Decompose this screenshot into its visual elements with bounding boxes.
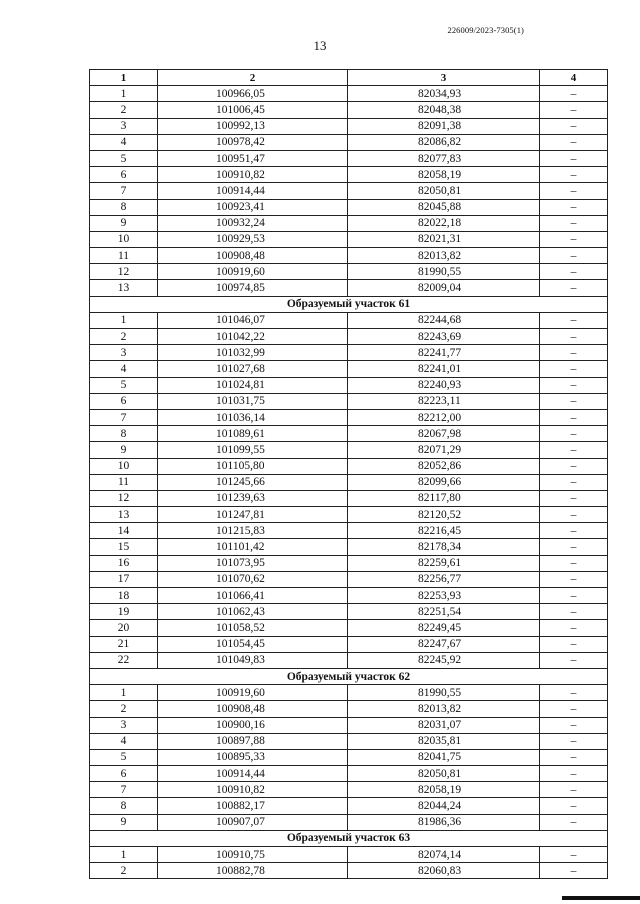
note-cell: – — [540, 167, 608, 183]
note-cell: – — [540, 102, 608, 118]
point-number-cell: 5 — [90, 150, 158, 166]
y-coordinate-cell: 82178,34 — [348, 539, 540, 555]
y-coordinate-cell: 82035,81 — [348, 733, 540, 749]
x-coordinate-cell: 100910,82 — [158, 167, 348, 183]
x-coordinate-cell: 101073,95 — [158, 555, 348, 571]
note-cell: – — [540, 426, 608, 442]
x-coordinate-cell: 100914,44 — [158, 183, 348, 199]
point-number-cell: 3 — [90, 717, 158, 733]
point-number-cell: 15 — [90, 539, 158, 555]
note-cell: – — [540, 329, 608, 345]
table-row — [90, 571, 608, 587]
table-row — [90, 539, 608, 555]
y-coordinate-cell: 82245,92 — [348, 652, 540, 668]
note-cell: – — [540, 248, 608, 264]
point-number-cell: 22 — [90, 652, 158, 668]
x-coordinate-cell: 100914,44 — [158, 766, 348, 782]
table-row — [90, 264, 608, 280]
y-coordinate-cell: 81990,55 — [348, 685, 540, 701]
x-coordinate-cell: 101032,99 — [158, 345, 348, 361]
y-coordinate-cell: 82216,45 — [348, 523, 540, 539]
x-coordinate-cell: 101066,41 — [158, 588, 348, 604]
x-coordinate-cell: 101247,81 — [158, 507, 348, 523]
y-coordinate-cell: 82034,93 — [348, 86, 540, 102]
note-cell: – — [540, 183, 608, 199]
y-coordinate-cell: 82077,83 — [348, 150, 540, 166]
point-number-cell: 8 — [90, 798, 158, 814]
point-number-cell: 14 — [90, 523, 158, 539]
y-coordinate-cell: 82212,00 — [348, 409, 540, 425]
table-row — [90, 555, 608, 571]
point-number-cell: 17 — [90, 571, 158, 587]
table-row — [90, 717, 608, 733]
note-cell: – — [540, 766, 608, 782]
note-cell: – — [540, 539, 608, 555]
section-title: Образуемый участок 62 — [90, 668, 608, 684]
x-coordinate-cell: 101024,81 — [158, 377, 348, 393]
x-coordinate-cell: 101042,22 — [158, 329, 348, 345]
note-cell: – — [540, 377, 608, 393]
note-cell: – — [540, 199, 608, 215]
y-coordinate-cell: 82050,81 — [348, 183, 540, 199]
table-row — [90, 248, 608, 264]
coordinates-table — [89, 69, 608, 879]
x-coordinate-cell: 100923,41 — [158, 199, 348, 215]
x-coordinate-cell: 100908,48 — [158, 701, 348, 717]
point-number-cell: 10 — [90, 231, 158, 247]
table-row — [90, 604, 608, 620]
x-coordinate-cell: 100910,75 — [158, 847, 348, 863]
point-number-cell: 7 — [90, 409, 158, 425]
note-cell: – — [540, 345, 608, 361]
section-title: Образуемый участок 63 — [90, 830, 608, 846]
point-number-cell: 2 — [90, 329, 158, 345]
table-row — [90, 183, 608, 199]
note-cell: – — [540, 442, 608, 458]
table-row — [90, 652, 608, 668]
table-row — [90, 442, 608, 458]
point-number-cell: 2 — [90, 102, 158, 118]
x-coordinate-cell: 101046,07 — [158, 312, 348, 328]
table-row — [90, 377, 608, 393]
table-row — [90, 86, 608, 102]
x-coordinate-cell: 100907,07 — [158, 814, 348, 830]
point-number-cell: 18 — [90, 588, 158, 604]
x-coordinate-cell: 101049,83 — [158, 652, 348, 668]
note-cell: – — [540, 847, 608, 863]
table-row — [90, 150, 608, 166]
y-coordinate-cell: 82244,68 — [348, 312, 540, 328]
note-cell: – — [540, 312, 608, 328]
x-coordinate-cell: 101105,80 — [158, 458, 348, 474]
y-coordinate-cell: 82022,18 — [348, 215, 540, 231]
x-coordinate-cell: 101245,66 — [158, 474, 348, 490]
point-number-cell: 6 — [90, 766, 158, 782]
y-coordinate-cell: 82074,14 — [348, 847, 540, 863]
point-number-cell: 1 — [90, 312, 158, 328]
note-cell: – — [540, 636, 608, 652]
y-coordinate-cell: 82009,04 — [348, 280, 540, 296]
table-row — [90, 167, 608, 183]
y-coordinate-cell: 81986,36 — [348, 814, 540, 830]
x-coordinate-cell: 100882,17 — [158, 798, 348, 814]
point-number-cell: 13 — [90, 507, 158, 523]
y-coordinate-cell: 82067,98 — [348, 426, 540, 442]
y-coordinate-cell: 82247,67 — [348, 636, 540, 652]
point-number-cell: 9 — [90, 215, 158, 231]
point-number-cell: 20 — [90, 620, 158, 636]
x-coordinate-cell: 100974,85 — [158, 280, 348, 296]
y-coordinate-cell: 82044,24 — [348, 798, 540, 814]
point-number-cell: 6 — [90, 167, 158, 183]
note-cell: – — [540, 685, 608, 701]
y-coordinate-cell: 82091,38 — [348, 118, 540, 134]
point-number-cell: 1 — [90, 847, 158, 863]
section-header-row — [90, 296, 608, 312]
table-row — [90, 215, 608, 231]
x-coordinate-cell: 100908,48 — [158, 248, 348, 264]
x-coordinate-cell: 100951,47 — [158, 150, 348, 166]
table-row — [90, 798, 608, 814]
x-coordinate-cell: 101070,62 — [158, 571, 348, 587]
x-coordinate-cell: 101058,52 — [158, 620, 348, 636]
section-header-row — [90, 830, 608, 846]
note-cell: – — [540, 863, 608, 879]
y-coordinate-cell: 82031,07 — [348, 717, 540, 733]
x-coordinate-cell: 101101,42 — [158, 539, 348, 555]
note-cell: – — [540, 782, 608, 798]
point-number-cell: 3 — [90, 345, 158, 361]
note-cell: – — [540, 280, 608, 296]
note-cell: – — [540, 717, 608, 733]
note-cell: – — [540, 134, 608, 150]
note-cell: – — [540, 604, 608, 620]
y-coordinate-cell: 82071,29 — [348, 442, 540, 458]
table-row — [90, 426, 608, 442]
note-cell: – — [540, 474, 608, 490]
x-coordinate-cell: 101006,45 — [158, 102, 348, 118]
point-number-cell: 9 — [90, 814, 158, 830]
note-cell: – — [540, 620, 608, 636]
table-row — [90, 102, 608, 118]
point-number-cell: 21 — [90, 636, 158, 652]
x-coordinate-cell: 100919,60 — [158, 685, 348, 701]
x-coordinate-cell: 100966,05 — [158, 86, 348, 102]
point-number-cell: 2 — [90, 863, 158, 879]
y-coordinate-cell: 82058,19 — [348, 782, 540, 798]
table-row — [90, 490, 608, 506]
note-cell: – — [540, 86, 608, 102]
table-row — [90, 636, 608, 652]
note-cell: – — [540, 264, 608, 280]
x-coordinate-cell: 100932,24 — [158, 215, 348, 231]
note-cell: – — [540, 701, 608, 717]
note-cell: – — [540, 798, 608, 814]
x-coordinate-cell: 101215,83 — [158, 523, 348, 539]
y-coordinate-cell: 82050,81 — [348, 766, 540, 782]
table-row — [90, 409, 608, 425]
point-number-cell: 2 — [90, 701, 158, 717]
y-coordinate-cell: 82259,61 — [348, 555, 540, 571]
x-coordinate-cell: 101089,61 — [158, 426, 348, 442]
y-coordinate-cell: 82249,45 — [348, 620, 540, 636]
table-row — [90, 733, 608, 749]
note-cell: – — [540, 814, 608, 830]
x-coordinate-cell: 100978,42 — [158, 134, 348, 150]
y-coordinate-cell: 82243,69 — [348, 329, 540, 345]
table-row — [90, 814, 608, 830]
table-row — [90, 620, 608, 636]
note-cell: – — [540, 458, 608, 474]
note-cell: – — [540, 150, 608, 166]
table-row — [90, 312, 608, 328]
table-row — [90, 231, 608, 247]
point-number-cell: 8 — [90, 426, 158, 442]
y-coordinate-cell: 82013,82 — [348, 248, 540, 264]
table-row — [90, 863, 608, 879]
point-number-cell: 19 — [90, 604, 158, 620]
y-coordinate-cell: 82253,93 — [348, 588, 540, 604]
table-header-row — [90, 70, 608, 86]
y-coordinate-cell: 82086,82 — [348, 134, 540, 150]
point-number-cell: 5 — [90, 749, 158, 765]
y-coordinate-cell: 82240,93 — [348, 377, 540, 393]
y-coordinate-cell: 82099,66 — [348, 474, 540, 490]
point-number-cell: 12 — [90, 490, 158, 506]
point-number-cell: 9 — [90, 442, 158, 458]
point-number-cell: 4 — [90, 361, 158, 377]
point-number-cell: 7 — [90, 183, 158, 199]
table-row — [90, 507, 608, 523]
table-row — [90, 199, 608, 215]
column-header-3: 3 — [348, 70, 540, 86]
x-coordinate-cell: 101239,63 — [158, 490, 348, 506]
x-coordinate-cell: 101031,75 — [158, 393, 348, 409]
note-cell: – — [540, 571, 608, 587]
point-number-cell: 4 — [90, 733, 158, 749]
y-coordinate-cell: 82013,82 — [348, 701, 540, 717]
table-row — [90, 749, 608, 765]
table-row — [90, 685, 608, 701]
point-number-cell: 4 — [90, 134, 158, 150]
edge-scan-mark — [562, 896, 640, 900]
point-number-cell: 6 — [90, 393, 158, 409]
point-number-cell: 12 — [90, 264, 158, 280]
table-row — [90, 329, 608, 345]
table-row — [90, 134, 608, 150]
table-body — [90, 86, 608, 879]
note-cell: – — [540, 749, 608, 765]
x-coordinate-cell: 100910,82 — [158, 782, 348, 798]
column-header-4: 4 — [540, 70, 608, 86]
section-title: Образуемый участок 61 — [90, 296, 608, 312]
point-number-cell: 7 — [90, 782, 158, 798]
x-coordinate-cell: 100882,78 — [158, 863, 348, 879]
table-row — [90, 361, 608, 377]
point-number-cell: 13 — [90, 280, 158, 296]
y-coordinate-cell: 82117,80 — [348, 490, 540, 506]
y-coordinate-cell: 82256,77 — [348, 571, 540, 587]
y-coordinate-cell: 82048,38 — [348, 102, 540, 118]
table-row — [90, 345, 608, 361]
section-header-row — [90, 668, 608, 684]
point-number-cell: 8 — [90, 199, 158, 215]
table-row — [90, 474, 608, 490]
point-number-cell: 5 — [90, 377, 158, 393]
point-number-cell: 1 — [90, 685, 158, 701]
x-coordinate-cell: 101099,55 — [158, 442, 348, 458]
y-coordinate-cell: 82223,11 — [348, 393, 540, 409]
table-row — [90, 588, 608, 604]
point-number-cell: 10 — [90, 458, 158, 474]
note-cell: – — [540, 231, 608, 247]
column-header-2: 2 — [158, 70, 348, 86]
note-cell: – — [540, 507, 608, 523]
table-row — [90, 280, 608, 296]
note-cell: – — [540, 588, 608, 604]
y-coordinate-cell: 81990,55 — [348, 264, 540, 280]
page-number: 13 — [313, 38, 327, 53]
table-row — [90, 766, 608, 782]
note-cell: – — [540, 409, 608, 425]
x-coordinate-cell: 100895,33 — [158, 749, 348, 765]
note-cell: – — [540, 215, 608, 231]
y-coordinate-cell: 82052,86 — [348, 458, 540, 474]
y-coordinate-cell: 82241,01 — [348, 361, 540, 377]
note-cell: – — [540, 393, 608, 409]
y-coordinate-cell: 82120,52 — [348, 507, 540, 523]
table-row — [90, 782, 608, 798]
x-coordinate-cell: 100900,16 — [158, 717, 348, 733]
point-number-cell: 1 — [90, 86, 158, 102]
note-cell: – — [540, 118, 608, 134]
table-row — [90, 393, 608, 409]
table-row — [90, 847, 608, 863]
x-coordinate-cell: 100929,53 — [158, 231, 348, 247]
x-coordinate-cell: 101027,68 — [158, 361, 348, 377]
note-cell: – — [540, 523, 608, 539]
y-coordinate-cell: 82021,31 — [348, 231, 540, 247]
column-header-1: 1 — [90, 70, 158, 86]
x-coordinate-cell: 101062,43 — [158, 604, 348, 620]
y-coordinate-cell: 82045,88 — [348, 199, 540, 215]
x-coordinate-cell: 100897,88 — [158, 733, 348, 749]
x-coordinate-cell: 100992,13 — [158, 118, 348, 134]
table-row — [90, 523, 608, 539]
x-coordinate-cell: 101054,45 — [158, 636, 348, 652]
note-cell: – — [540, 652, 608, 668]
note-cell: – — [540, 555, 608, 571]
document-registration-number: 226009/2023-7305(1) — [447, 25, 524, 35]
table-row — [90, 118, 608, 134]
y-coordinate-cell: 82241,77 — [348, 345, 540, 361]
point-number-cell: 16 — [90, 555, 158, 571]
point-number-cell: 11 — [90, 474, 158, 490]
table-row — [90, 701, 608, 717]
point-number-cell: 3 — [90, 118, 158, 134]
note-cell: – — [540, 490, 608, 506]
point-number-cell: 11 — [90, 248, 158, 264]
y-coordinate-cell: 82041,75 — [348, 749, 540, 765]
x-coordinate-cell: 101036,14 — [158, 409, 348, 425]
note-cell: – — [540, 733, 608, 749]
note-cell: – — [540, 361, 608, 377]
table-row — [90, 458, 608, 474]
y-coordinate-cell: 82060,83 — [348, 863, 540, 879]
y-coordinate-cell: 82058,19 — [348, 167, 540, 183]
y-coordinate-cell: 82251,54 — [348, 604, 540, 620]
x-coordinate-cell: 100919,60 — [158, 264, 348, 280]
